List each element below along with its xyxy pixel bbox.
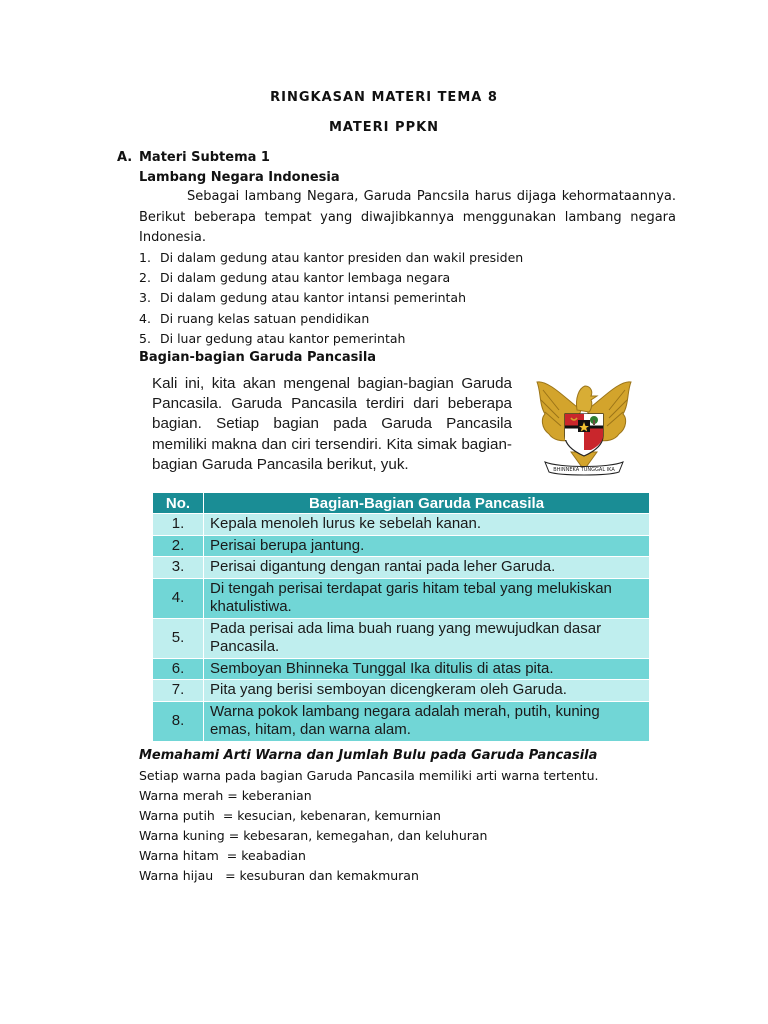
table-row: 6. Semboyan Bhinneka Tunggal Ika ditulis di atas pita. — [153, 658, 650, 680]
list-item: 3. Di dalam gedung atau kantor intansi pemerintah — [139, 290, 466, 306]
table-row: 2. Perisai berupa jantung. — [153, 535, 650, 557]
bagian-table — [152, 492, 650, 742]
lambang-heading: Lambang Negara Indonesia — [139, 170, 340, 185]
warna-item: Warna kuning = kebesaran, kemegahan, dan keluhuran — [139, 828, 488, 843]
garuda-emblem-icon — [519, 370, 649, 482]
column-header-bagian: Bagian-Bagian Garuda Pancasila — [204, 493, 650, 514]
warna-item: Warna hitam = keabadian — [139, 848, 306, 863]
table-row: 8. Warna pokok lambang negara adalah merah, putih, kuning emas, hitam, dan warna alam. — [153, 701, 650, 741]
page-title: RINGKASAN MATERI TEMA 8 — [270, 90, 498, 105]
column-header-no: No. — [153, 493, 204, 514]
warna-item: Warna hijau = kesuburan dan kemakmuran — [139, 868, 419, 883]
lambang-paragraph: Sebagai lambang Negara, Garuda Pancsila harus dijaga kehormataannya. Berikut beberapa tempat yang diwajibkannya menggunakan lambang negara Indonesia. — [139, 189, 676, 245]
section-a-heading — [117, 150, 270, 165]
page-subtitle: MATERI PPKN — [328, 120, 440, 135]
table-row: 5. Pada perisai ada lima buah ruang yang mewujudkan dasar Pancasila. — [153, 618, 650, 658]
emblem-motto: BHINNEKA TUNGGAL IKA — [553, 467, 615, 473]
section-letter: A. — [117, 150, 133, 165]
section-title: Materi Subtema 1 — [139, 150, 270, 165]
bagian-intro: Kali ini, kita akan mengenal bagian-bagian Garuda Pancasila. Garuda Pancasila terdiri dari beberapa bagian. Setiap bagian pada Garuda Pancasila memiliki makna dan ciri tersendiri. Kita simak bagian-bagian Garuda Pancasila berikut, yuk. — [152, 375, 512, 473]
list-item: 4. Di ruang kelas satuan pendidikan — [139, 310, 370, 326]
warna-heading: Memahami Arti Warna dan Jumlah Bulu pada Garuda Pancasila — [139, 748, 598, 763]
list-item: 5. Di luar gedung atau kantor pemerintah — [139, 330, 406, 346]
warna-item: Warna putih = kesucian, kebenaran, kemurnian — [139, 808, 441, 823]
list-item: 2. Di dalam gedung atau kantor lembaga negara — [139, 270, 451, 286]
table-row: 3. Perisai digantung dengan rantai pada leher Garuda. — [153, 557, 650, 579]
warna-item: Warna merah = keberanian — [139, 788, 312, 803]
table-row: 7. Pita yang berisi semboyan dicengkeram oleh Garuda. — [153, 680, 650, 702]
bagian-heading: Bagian-bagian Garuda Pancasila — [139, 350, 377, 365]
table-row: 1. Kepala menoleh lurus ke sebelah kanan. — [153, 514, 650, 536]
lambang-list — [139, 248, 523, 349]
table-row: 4. Di tengah perisai terdapat garis hitam tebal yang melukiskan khatulistiwa. — [153, 578, 650, 618]
list-item: 1. Di dalam gedung atau kantor presiden dan wakil presiden — [139, 250, 524, 265]
warna-intro: Setiap warna pada bagian Garuda Pancasila memiliki arti warna tertentu. — [139, 768, 599, 783]
textbook-image — [139, 366, 651, 742]
